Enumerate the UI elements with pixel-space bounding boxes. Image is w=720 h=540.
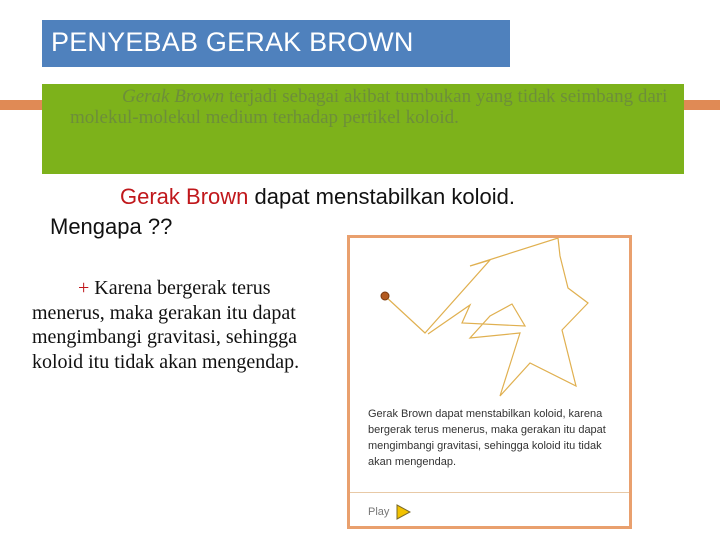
statement-body: dapat menstabilkan koloid.: [248, 184, 516, 209]
reason-bullet: +: [78, 277, 90, 299]
reason-paragraph: [32, 276, 328, 374]
colloid-particle: [381, 292, 389, 300]
brownian-path: [385, 238, 588, 396]
statement-text: [50, 182, 650, 242]
animation-caption: Gerak Brown dapat menstabilkan koloid, karena bergerak terus menerus, maka gerakan itu dapat mengimbangi gravitasi, sehingga koloid itu tidak akan mengendap.: [368, 408, 606, 468]
brownian-animation-panel: [347, 235, 632, 529]
reason-text: Karena bergerak terus menerus, maka gerakan itu dapat mengimbangi gravitasi, sehingga koloid itu tidak akan mengendap.: [32, 277, 300, 373]
slide-title: PENYEBAB GERAK BROWN: [42, 20, 510, 67]
definition-box: [42, 84, 684, 174]
play-icon: [395, 504, 411, 520]
control-divider: [350, 492, 629, 493]
definition-text: terjadi sebagai akibat tumbukan yang tidak seimbang dari molekul-molekul medium terhadap pertikel koloid.: [70, 86, 668, 128]
statement-question: Mengapa ??: [50, 214, 173, 239]
play-label: Play: [368, 506, 390, 518]
definition-term: Gerak Brown: [122, 86, 225, 107]
accent-bar-right: [684, 100, 720, 110]
play-button[interactable]: [368, 504, 411, 520]
statement-term: Gerak Brown: [120, 184, 249, 209]
accent-bar-left: [0, 100, 42, 110]
